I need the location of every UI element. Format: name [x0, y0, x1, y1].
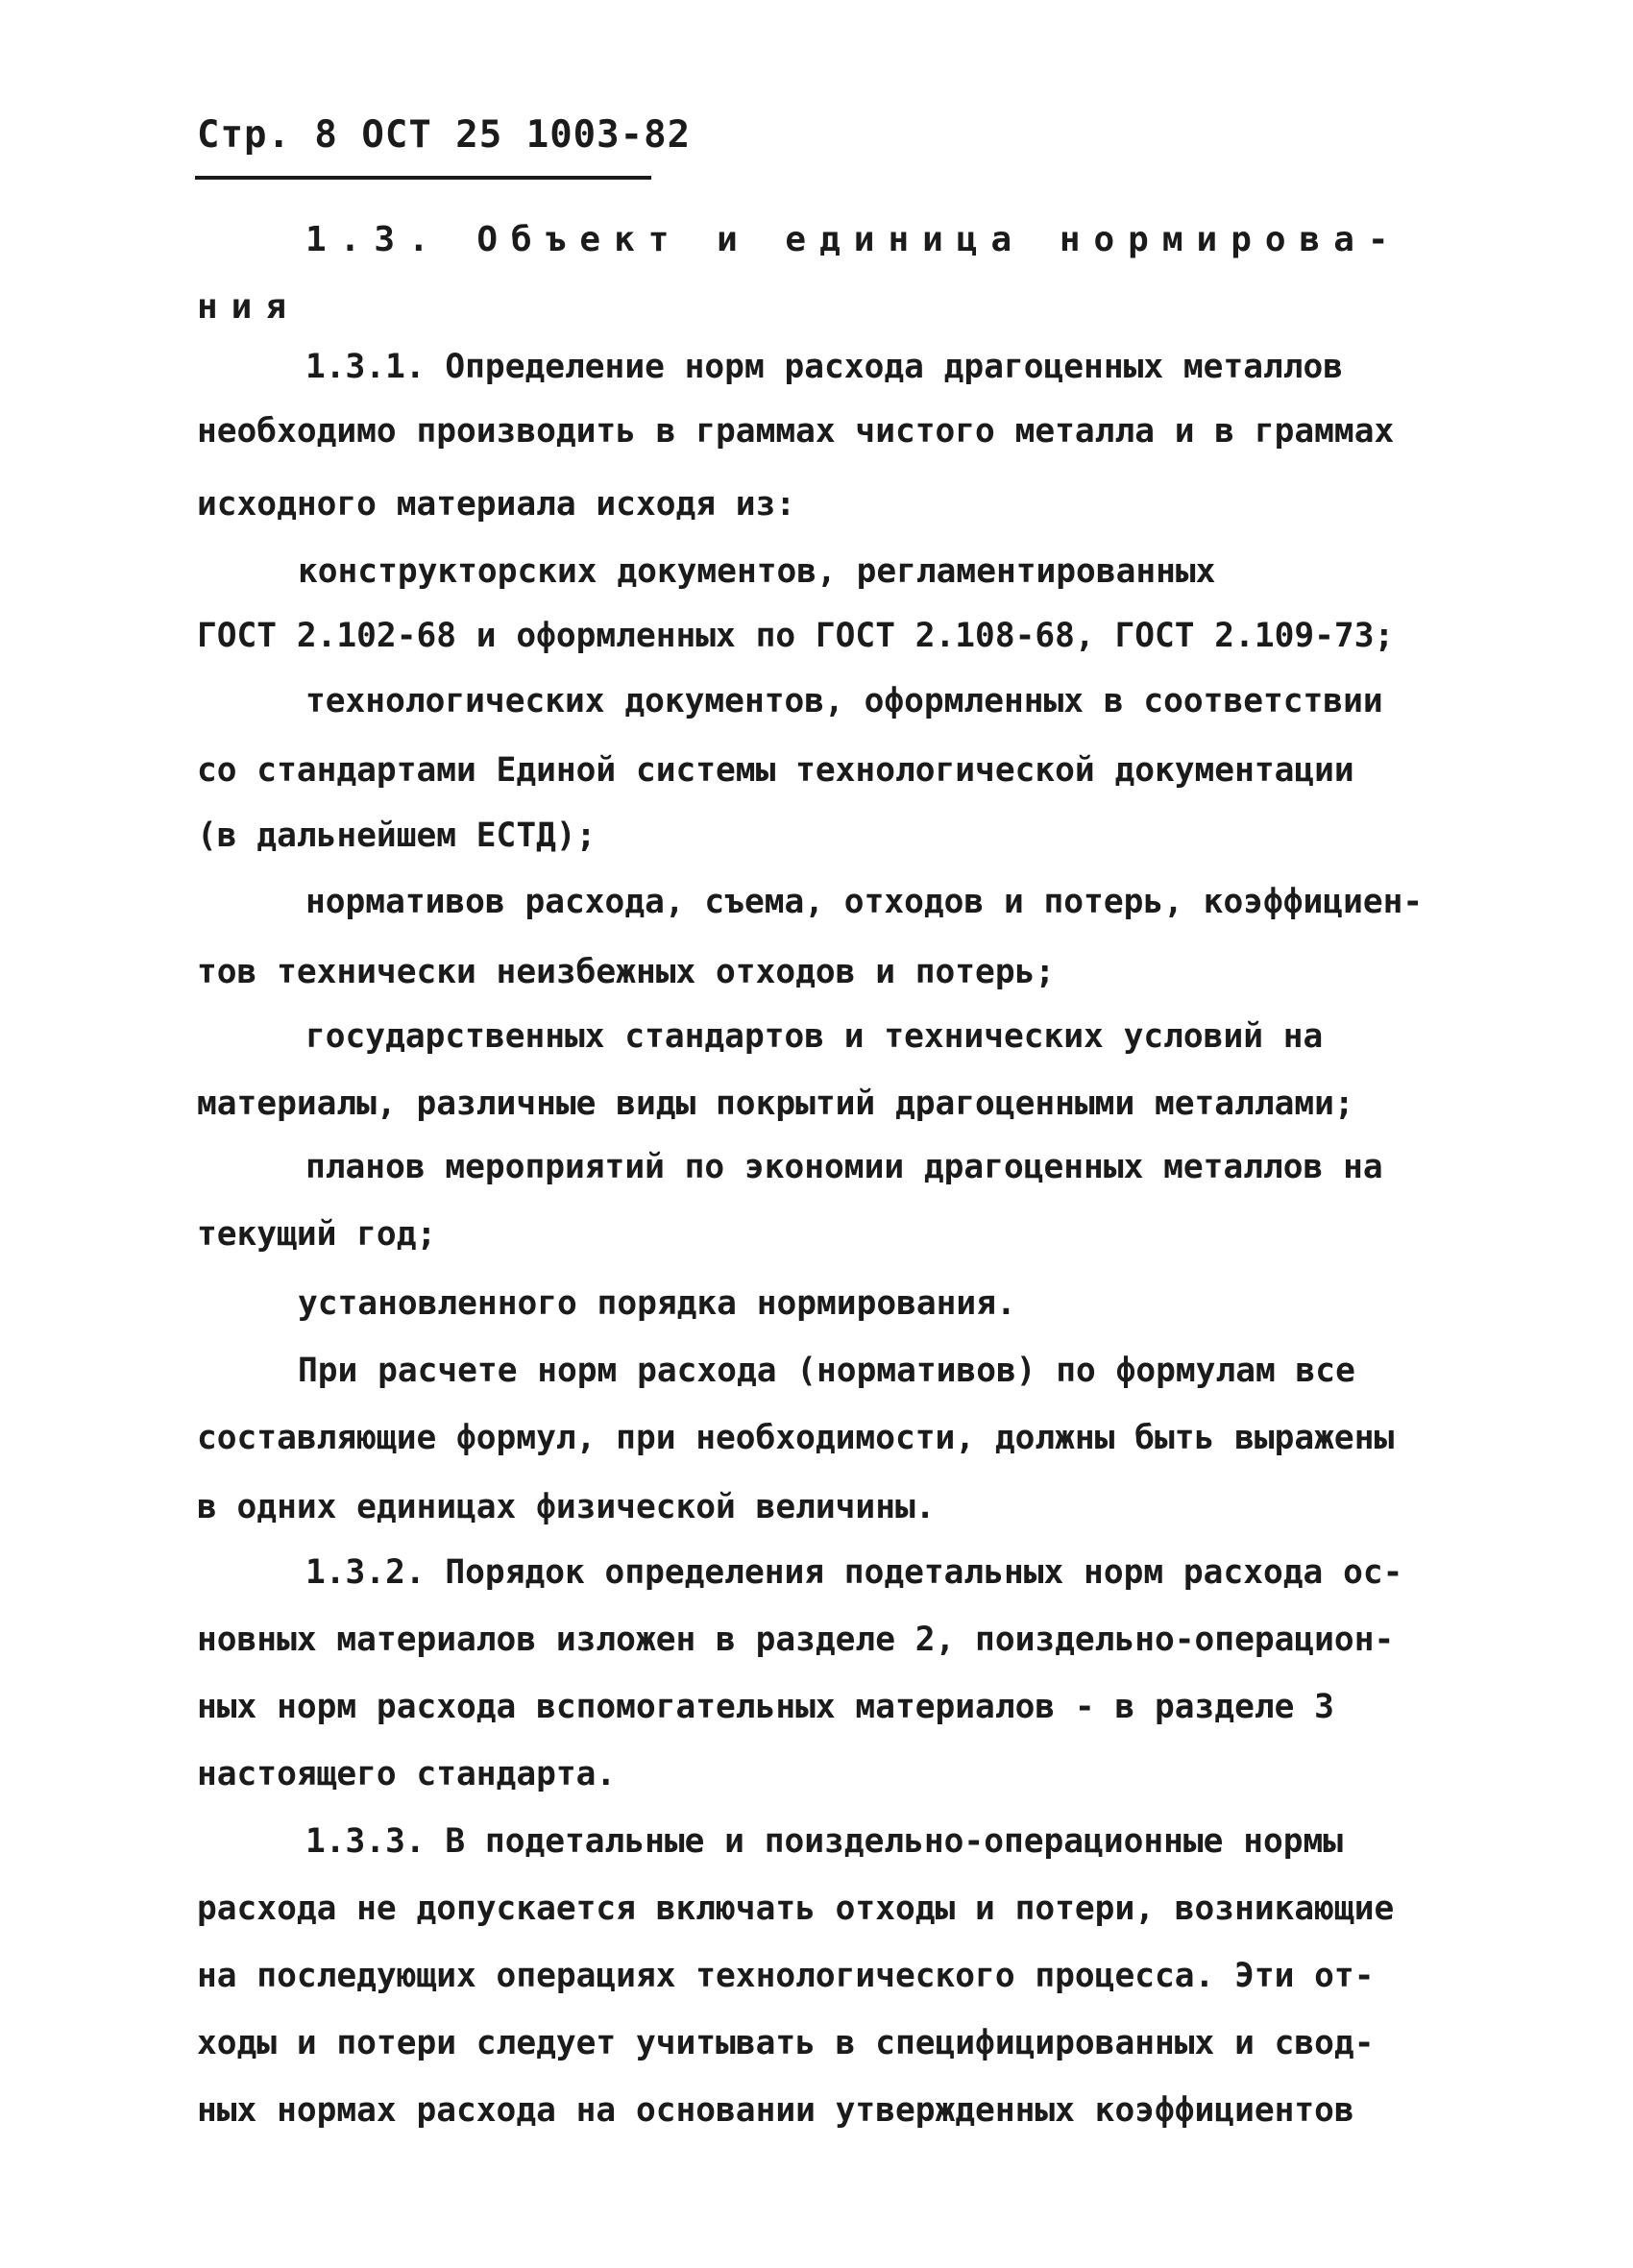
text-line: на последующих операциях технологического процесса. Эти от-	[197, 1957, 1375, 1995]
text-line: ходы и потери следует учитывать в специфицированных и свод-	[197, 2024, 1375, 2062]
text-line: новных материалов изложен в разделе 2, поиздельно-операцион-	[197, 1621, 1395, 1659]
section-heading-line1: 1.3. Объект и единица нормирова-	[305, 220, 1402, 259]
text-line: 1.3.1. Определение норм расхода драгоценных металлов	[305, 348, 1344, 386]
text-line: государственных стандартов и технических условий на	[305, 1017, 1324, 1056]
text-line: 1.3.3. В подетальные и поиздельно-операционные нормы	[305, 1822, 1344, 1861]
section-heading-line2: ния	[197, 287, 301, 327]
text-line: При расчете норм расхода (нормативов) по формулам все	[298, 1352, 1355, 1390]
text-line: (в дальнейшем ЕСТД);	[197, 817, 597, 855]
text-line: ных норм расхода вспомогательных материалов - в разделе 3	[197, 1688, 1334, 1726]
text-line: нормативов расхода, съема, отходов и потерь, коэффициен-	[305, 883, 1424, 921]
text-line: в одних единицах физической величины.	[197, 1488, 936, 1526]
text-line: материалы, различные виды покрытий драгоценными металлами;	[197, 1085, 1354, 1123]
text-line: 1.3.2. Порядок определения подетальных норм расхода ос-	[305, 1553, 1403, 1592]
text-line: составляющие формул, при необходимости, должны быть выражены	[197, 1419, 1395, 1457]
text-line: текущий год;	[197, 1215, 437, 1254]
text-line: со стандартами Единой системы технологической документации	[197, 751, 1354, 790]
text-line: необходимо производить в граммах чистого металла и в граммах	[197, 412, 1395, 451]
text-line: установленного порядка нормирования.	[298, 1284, 1016, 1323]
text-line: планов мероприятий по экономии драгоценных металлов на	[305, 1148, 1383, 1186]
text-line: ных нормах расхода на основании утвержденных коэффициентов	[197, 2091, 1354, 2130]
text-line: технологических документов, оформленных в соответствии	[305, 682, 1383, 720]
page-header: Стр. 8 ОСТ 25 1003-82	[197, 113, 692, 157]
text-line: исходного материала исходя из:	[197, 485, 796, 524]
text-line: ГОСТ 2.102-68 и оформленных по ГОСТ 2.108-68, ГОСТ 2.109-73;	[197, 617, 1395, 655]
text-line: тов технически неизбежных отходов и потерь;	[197, 953, 1056, 991]
text-line: конструкторских документов, регламентированных	[298, 552, 1216, 591]
text-line: настоящего стандарта.	[197, 1755, 617, 1793]
header-underline	[195, 176, 651, 180]
text-line: расхода не допускается включать отходы и потери, возникающие	[197, 1890, 1395, 1928]
